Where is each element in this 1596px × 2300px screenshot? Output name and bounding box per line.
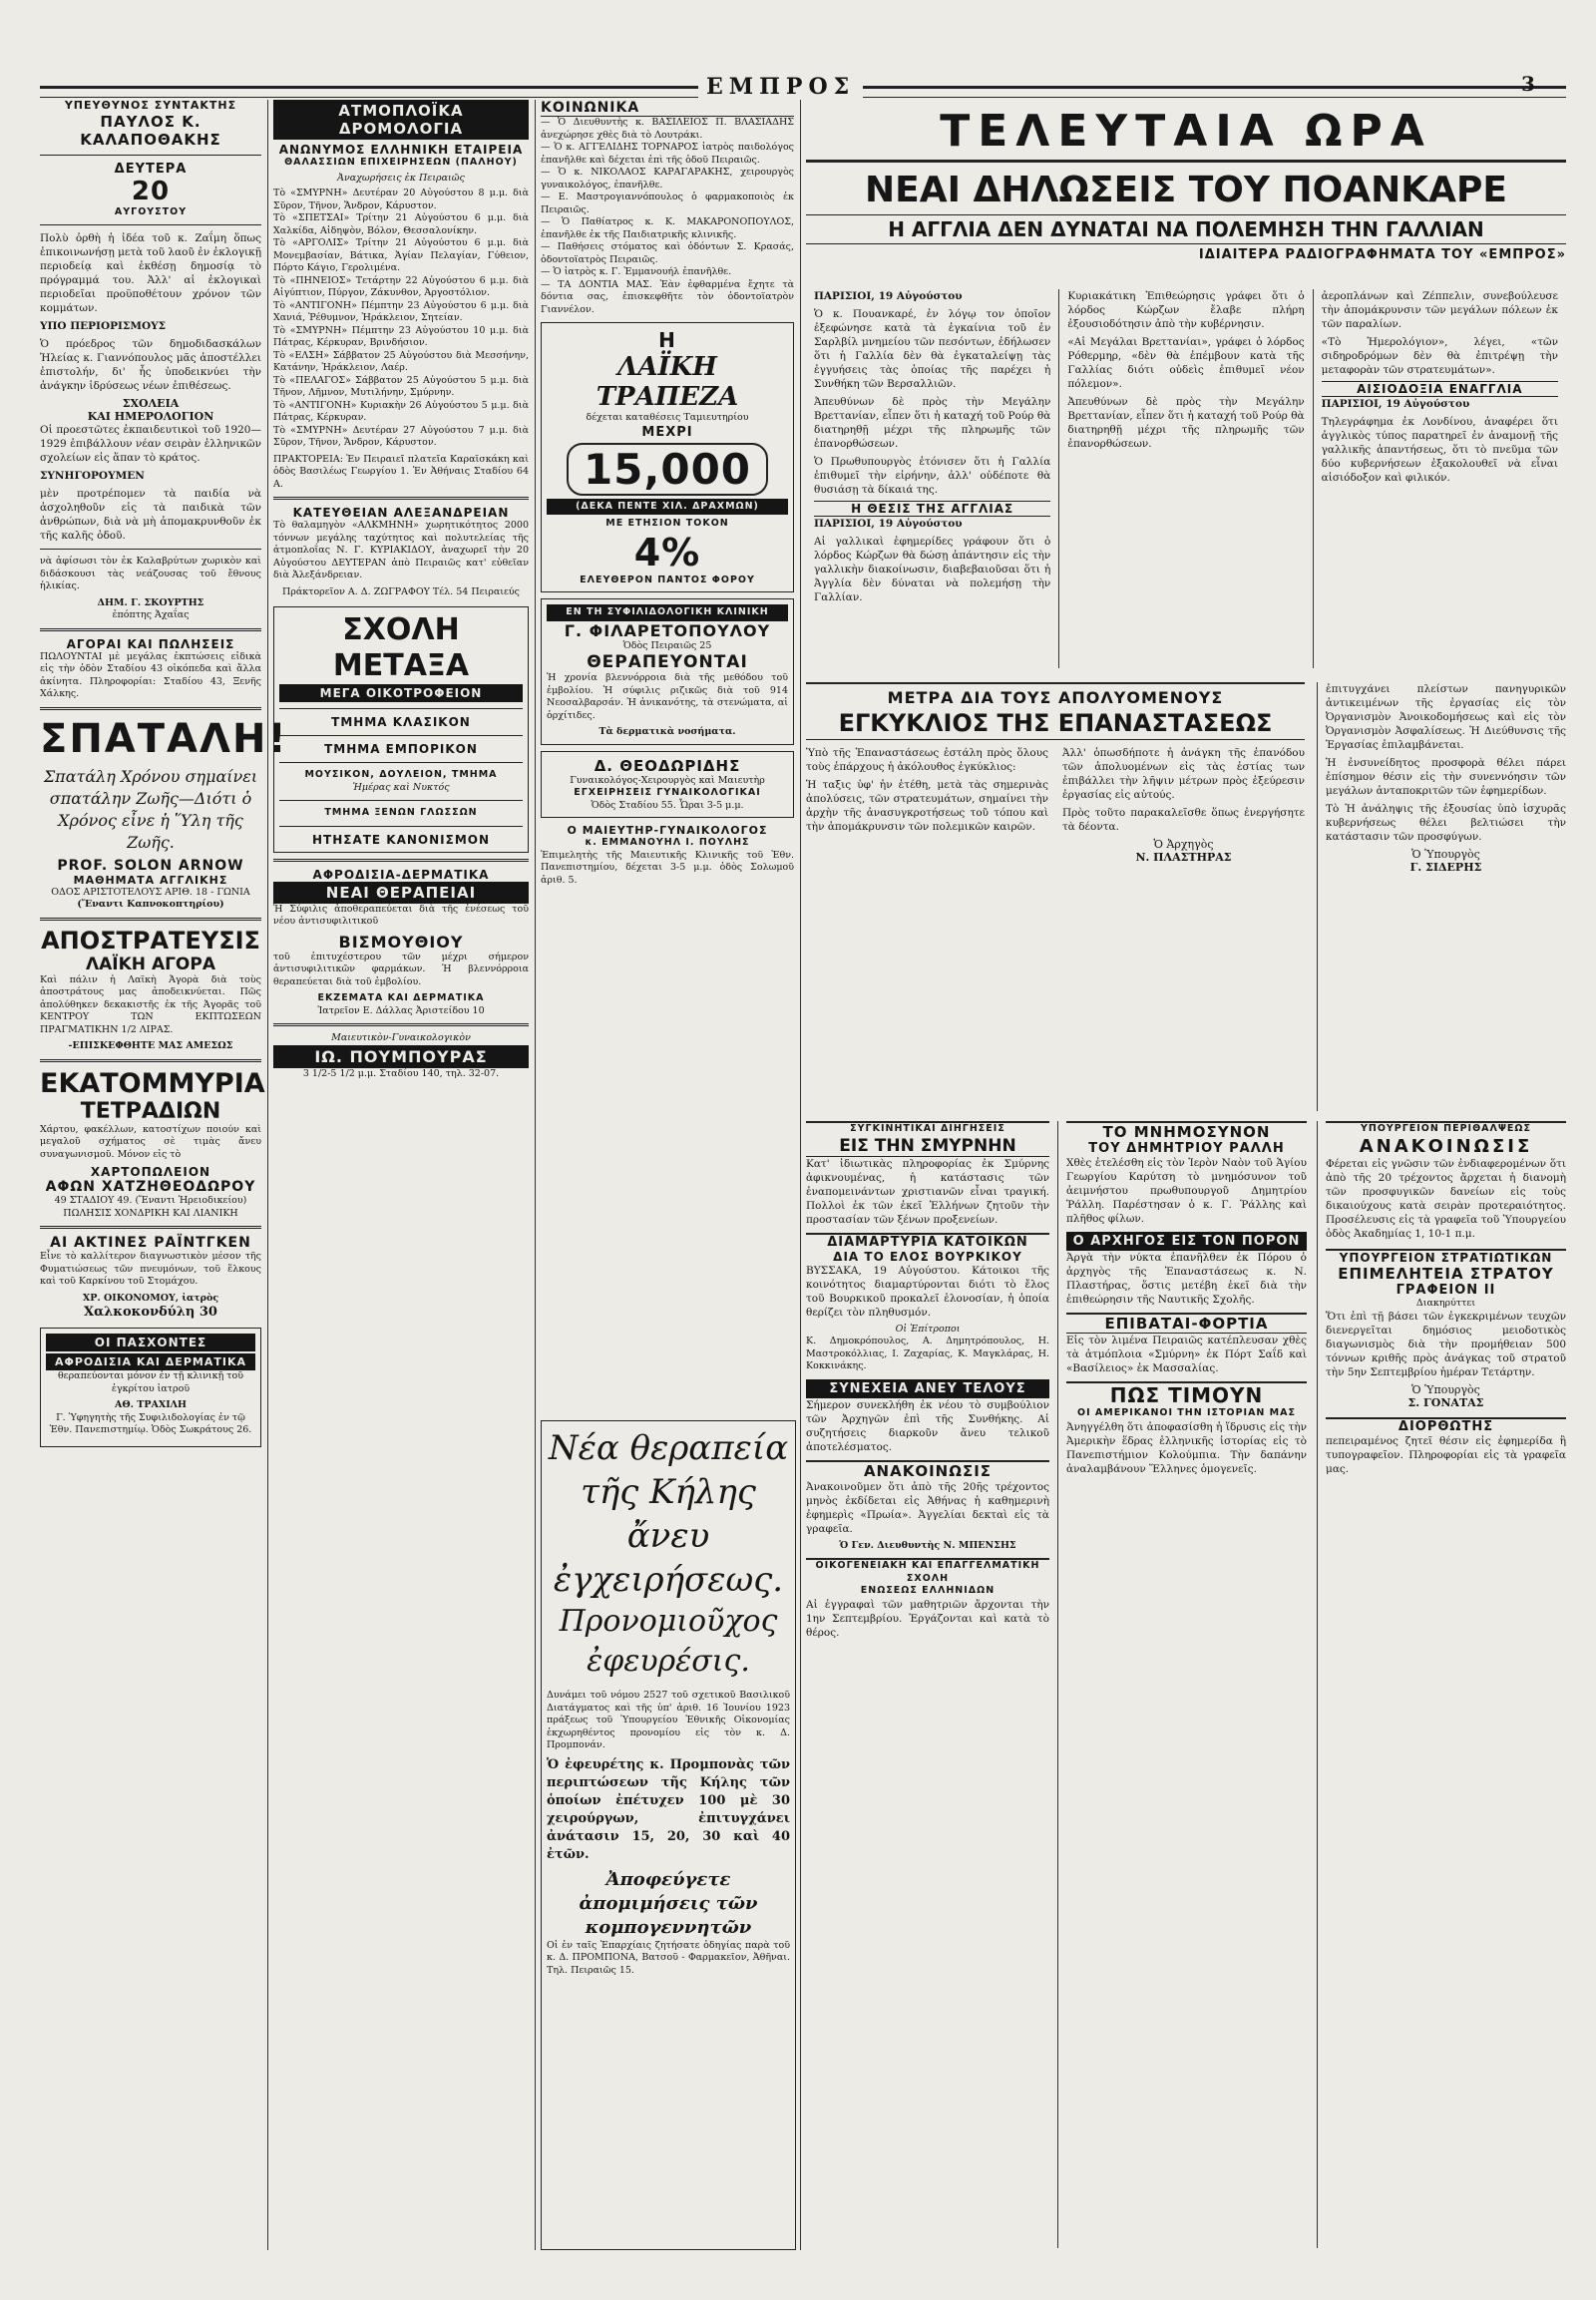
gyn-address: 3 1/2-5 1/2 μ.μ. Σταδίου 140, τηλ. 32-07. — [302, 1067, 500, 1079]
proofreader-heading: ΔΙΟΡΘΩΤΗΣ — [1326, 1417, 1566, 1434]
clinic-ad-heading: ΟΙ ΠΑΣΧΟΝΤΕΣ — [46, 1334, 255, 1351]
banner-headline: ΝΕΑΙ ΔΗΛΩΣΕΙΣ ΤΟΥ ΠΟΑΝΚΑΡΕ — [865, 170, 1507, 210]
oik-body: Αἱ ἐγγραφαὶ τῶν μαθητριῶν ἄρχονται τὴν 1ην Σεπτεμβρίου. Ἐργάζονται καὶ κατὰ τὸ θέρος. — [806, 1598, 1049, 1639]
mnem-heading: ΤΟ ΜΝΗΜΟΣΥΝΟΝ — [1066, 1121, 1307, 1141]
filar-address: Ὁδὸς Πειραιῶς 25 — [622, 639, 712, 651]
bank-amount: 15,000 — [567, 443, 768, 496]
oik-heading: ΟΙΚΟΓΕΝΕΙΑΚΗ ΚΑΙ ΕΠΑΓΓΕΛΜΑΤΙΚΗ ΣΧΟΛΗ — [806, 1558, 1049, 1585]
xray-address: Χαλκοκονδύλη 30 — [84, 1305, 217, 1320]
bank-article: Η — [658, 328, 676, 352]
lead-para-1: Ὁ κ. Πουανκαρέ, ἐν λόγῳ τον ὁποῖον ἐξεφώνησε κατὰ τὰ ἐγκαίνια τοῦ ἐν Σαρλβίλ μνημείου τῶν πεσόντων, ἐδήλωσεν ὅτι ἡ Γαλλία δὲν θὰ ἐγκαταλείψῃ τὰς ἐγγυήσεις τὰς ὁποίας τῆς παρέχει ἡ Συνθήκη τῶν Βερσαλλιῶν. — [814, 308, 1051, 390]
ref-sig-1: Ὁ Ὑπουργὸς — [1411, 848, 1480, 861]
military-body: Ὅτι ἐπὶ τῇ βάσει τῶν ἐγκεκριμένων τευχῶν διενεργεῖται δημόσιος μειοδοτικὸς διαγωνισμὸς διὰ τὴν προμήθειαν 500 τόννων κριθῆς πρὸς ἀνάγκας τοῦ στρατοῦ τὴν 5ην Σεπτεμβρίου ἡμέραν Τετάρτην. — [1326, 1311, 1566, 1378]
epib-heading: ΕΠΙΒΑΤΑΙ-ΦΟΡΤΙΑ — [1066, 1313, 1307, 1334]
notebooks-body: Χάρτου, φακέλλων, κατοστίχων ποιούν καὶ μεγαλοῦ σχήματος σὲ τιμὰς ἄνευ συναγωνισμοῦ. Μόνον εἰς τὸ — [40, 1123, 261, 1160]
hernia-ad-emphasis: Ὁ ἐφευρέτης κ. Προμπονὰς τῶν περιπτώσεων τῆς Κήλης τῶν ὁποίων ἐπέτυχεν 100 μὲ 30 χειρούργων, ἐπιτυγχάνει ἀνάτασιν 15, 20, 30 καὶ 40 ἐτῶν. — [547, 1756, 790, 1862]
obstet-heading: Ο ΜΑΙΕΥΤΗΡ-ΓΥΝΑΙΚΟΛΟΓΟΣ — [567, 824, 768, 837]
date-number: 20 — [131, 176, 171, 206]
lead-right-para-1: ἀεροπλάνων καὶ Ζέππελιν, συνεβούλευσε τὴν ἀπομάκρυνσιν τῶν μεγάλων πόλεων ἐκ τῶν παραλίων. — [1321, 290, 1558, 330]
lead-col-3 — [1313, 289, 1566, 668]
measures-para-2: Ἡ ταξις ὑφ' ἡν ἐτέθη, μετὰ τὰς σημερινὰς ἀπολύσεις, τῶν στρατευμάτων, σημαίνει τὴν ἀρχὴν τῆς ἀνασυγκροτήσεως τοῦ τόπου καὶ τὴν ἀπομάκρυνσιν τῶν πολεμικῶν καιρῶν. — [806, 779, 1048, 833]
bank-amount-words: (ΔΕΚΑ ΠΕΝΤΕ ΧΙΛ. ΔΡΑΧΜΩΝ) — [547, 499, 788, 516]
derm-subheading: ΝΕΑΙ ΘΕΡΑΠΕΙΑΙ — [273, 882, 529, 904]
lead-subhead: Η ΘΕΣΙΣ ΤΗΣ ΑΓΓΛΙΑΣ — [814, 501, 1050, 517]
measures-sig-1: Ὁ Ἀρχηγὸς — [1153, 838, 1214, 851]
clinic-ad-address: Γ. Ὑφηγητὴς τῆς Συφιλιδολογίας ἐν τῷ Ἐθν. Πανεπιστημίῳ. Ὁδὸς Σωκράτους 26. — [49, 1411, 252, 1435]
column-rule — [800, 100, 801, 2250]
hernia-ad-body: Δυνάμει τοῦ νόμου 2527 τοῦ σχετικοῦ Βασιλικοῦ Διατάγματος καὶ τῆς ὑπ' ἀριθ. 16 Ἰουνίου 1923 πράξεως τοῦ Ὑπουργείου Ἐθνικῆς Οἰκονομίας ἐκχωρηθέντος προνομίου εἰς τὸν κ. Δ. Προμπονάν. — [547, 1690, 790, 1750]
theod-name: Δ. ΘΕΟΔΩΡΙΔΗΣ — [594, 756, 741, 775]
measures-right-text: ἐπιτυγχάνει πλείστων πανηγυρικῶν ἀντικειμένων τῆς ἐργασίας εἰς τὸν Ὀργανισμὸν Ἀνοικοδομήσεως καὶ εἰς τὸν Ὀργανισμὸν Ἀσφαλίσεως. Ἡ Διεύθυνσις τῆς Ἐργασίας ἐπιλαμβάνεται. — [1326, 683, 1566, 751]
vourk-body: ΒΥΣΣΑΚΑ, 19 Αὐγούστου. Κάτοικοι τῆς κοινότητος διαμαρτύρονται διότι τὸ ἔλος τοῦ Βουρκικοῦ προκαλεῖ ἑλονοσίαν, ἡ ὁποία θερίζει τὸν πληθυσμόν. — [806, 1264, 1049, 1319]
ref-sig-2: Γ. ΣΙΔΕΡΗΣ — [1409, 861, 1482, 874]
military-ministry: ΥΠΟΥΡΓΕΙΟΝ ΣΤΡΑΤΙΩΤΙΚΩΝ — [1326, 1249, 1566, 1265]
banner-sub: ΙΔΙΑΙΤΕΡΑ ΡΑΔΙΟΓΡΑΦΗΜΑΤΑ ΤΟΥ «ΕΜΠΡΟΣ» — [1198, 247, 1566, 262]
lead-mid-para-1: Κυριακάτικη Ἐπιθεώρησις γράφει ὅτι ὁ λόρδος Κώρζων ἔλαβε πλήρη ἐξουσιοδότησιν ἀπὸ τὴν κυβέρνησιν. — [1067, 290, 1305, 330]
column-1 — [40, 99, 288, 2250]
shipping-company-sub: ΘΑΛΑΣΣΙΩΝ ΕΠΙΧΕΙΡΗΣΕΩΝ (ΠΑΛΗΟΥ) — [284, 157, 518, 168]
alexandria-heading: ΚΑΤΕΥΘΕΙΑΝ ΑΛΕΞΑΝΔΡΕΙΑΝ — [292, 506, 510, 520]
lead-right-para-2: «Τὸ Ἡμερολόγιον», λέγει, «τῶν σιδηροδρόμων δὲν θὰ ἐπιτρέψῃ τὴν μεταφορὰν τῶν στρατευμάτων». — [1321, 336, 1558, 376]
demob-body: Καὶ πάλιν ἡ Λαϊκὴ Ἀγορὰ διὰ τοὺς ἀποστράτους μας ἀποδεικνύεται. Πῶς ἀπολύθηκεν δεκακιστῆς ἐκ τῆς Ἀγορᾶς τοῦ ΚΕΝΤΡΟΥ ΤΩΝ ΕΚΠΤΩΣΕΩΝ ΠΡΑΓΜΑΤΙΚΗΝ 1/2 ΛΙΡΑΣ. — [40, 973, 261, 1035]
social-heading: ΚΟΙΝΩΝΙΚΑ — [541, 100, 794, 117]
ref-para-2: Τὸ Ἡ ἀνάληψις τῆς ἐξουσίας ὑπὸ ἰσχυρᾶς κυβερνήσεως θέλει βελτιώσει τὴν κατάστασιν τῶν προσφύγων. — [1326, 803, 1566, 843]
military-subheading: ΕΠΙΜΕΛΗΤΕΙΑ ΣΤΡΑΤΟΥ — [1338, 1264, 1554, 1283]
lead-para-3: Ὁ Πρωθυπουργὸς ἐτόνισεν ὅτι ἡ Γαλλία ἐπιθυμεῖ τὴν εἰρήνην, ἀλλ' οὐδέποτε θὰ θυσιάσῃ τὰ δίκαιά της. — [814, 456, 1051, 496]
obstet-name: κ. ΕΜΜΑΝΟΥΗΛ Ι. ΠΟΥΛΗΣ — [585, 837, 750, 848]
filar-cure: ΘΕΡΑΠΕΥΟΝΤΑΙ — [587, 652, 748, 672]
school-section-commercial: ΤΜΗΜΑ ΕΜΠΟΡΙΚΟΝ — [324, 742, 478, 756]
departures-label: Ἀναχωρήσεις ἐκ Πειραιῶς — [337, 172, 465, 184]
schools-body: Οἱ προεστῶτες ἐκπαιδευτικοὶ τοῦ 1920—1929 ἐπιβάλλουν νέαν σειρὰν ἑλληνικῶν σχολείων εἰς ἅπαν τὸ κράτος. — [40, 424, 261, 464]
notice-signature-title: ἐπόπτης Ἀχαΐας — [112, 609, 190, 620]
shipping-heading: ΑΤΜΟΠΛΟΪΚΑ ΔΡΟΜΟΛΟΓΙΑ — [273, 100, 529, 140]
page-number: 3 — [1521, 72, 1535, 96]
column-5-lower — [1057, 1121, 1307, 2248]
clinic-ad-box — [40, 1328, 261, 1447]
hernia-ad — [541, 1420, 796, 2250]
optimism-heading: ΑΙΣΙΟΔΟΞΙΑ ΕΝΑΓΓΛΙΑ — [1322, 381, 1558, 397]
synex-heading: ΣΥΝΕΧΕΙΑ ΑΝΕΥ ΤΕΛΟΥΣ — [806, 1379, 1049, 1398]
social-body: — Ὁ Διευθυντὴς κ. ΒΑΣΙΛΕΙΟΣ Π. ΒΛΑΣΙΑΔΗΣ ἀνεχώρησε χθὲς διὰ τὸ Λουτράκι. — Ὁ κ. ΑΓΓΕΛΙΔΗΣ ΤΟΡΝΑΡΟΣ ἰατρὸς παιδολόγος ἐπανῆλθε καὶ δέχεται ἐπὶ τῆς ὁδοῦ Πειραιῶς. — Ὁ κ. ΝΙΚΟΛΑΟΣ ΚΑΡΑΓΑΡΑΚΗΣ, χειρουργὸς γυναικολόγος, ἐπανῆλθε. — Ε. Μαστρογιαννόπουλος ὁ φαρμακοποιὸς ἐκ Πειραιῶς. — Ὁ Παθίατρος κ. Κ. ΜΑΚΑΡΟΝΟΠΟΥΛΟΣ, ἐπανῆλθε ἐκ τῆς Παιδιατρικῆς κλινικῆς. — Παθήσεις στόματος καὶ ὀδόντων Σ. Κρασάς, ὀδοντοϊατρὸς Πειραιῶς. — Ὁ ἰατρὸς κ. Γ. Ἐμμανουήλ ἐπανῆλθε. — ΤΑ ΔΟΝΤΙΑ ΜΑΣ. Ἐὰν ἐφθαρμένα ἔχητε τὰ δόντια σας, ἐπισκεφθῆτε τὸν ὀδοντοϊατρὸν Γιαννέλον. — [541, 117, 794, 315]
theod-subtitle: Γυναικολόγος-Χειρουργὸς καὶ Μαιευτὴρ — [570, 774, 765, 786]
archig-body: Ἀργὰ τὴν νύκτα ἐπανῆλθεν ἐκ Πόρου ὁ ἀρχηγὸς τῆς Ἐπαναστάσεως κ. Ν. Πλαστήρας, ὅστις μετέβη ἐκεῖ διὰ τὴν ἐπιθεώρησιν τῆς Ναυτικῆς Σχολῆς. — [1066, 1252, 1307, 1306]
lead-dateline-1: ΠΑΡΙΣΙΟΙ, 19 Αὐγούστου — [814, 290, 963, 302]
notice-signature: ΔΗΜ. Γ. ΣΚΟΥΡΤΗΣ — [97, 596, 204, 608]
schools-subheading: ΚΑΙ ΗΜΕΡΟΛΟΓΙΟΝ — [87, 410, 214, 423]
month: ΑΥΓΟΥΣΤΟΥ — [114, 205, 188, 217]
editor-name: ΠΑΥΛΟΣ Κ. ΚΑΛΑΠΟΘΑΚΗΣ — [80, 112, 221, 149]
filar-body: Ἡ χρονία βλεννόρροια διὰ τῆς μεθόδου τοῦ ἐμβολίου. Ἡ σύφιλις ριζικῶς διὰ τοῦ 914 Νεοσαλβαρσάν. Ἡ ἀνικανότης, τὰ στενώματα, αἱ ὀρχίτιδες. — [547, 672, 788, 721]
bank-footer: ΕΛΕΥΘΕΡΟΝ ΠΑΝΤΟΣ ΦΟΡΟΥ — [580, 574, 755, 585]
clinic-ad-subheading: ΑΦΡΟΔΙΣΙΑ ΚΑΙ ΔΕΡΜΑΤΙΚΑ — [46, 1353, 255, 1370]
demob-heading: ΑΠΟΣΤΡΑΤΕΥΣΙΣ — [41, 926, 260, 955]
vourk-signatories: Κ. Δημοκρόπουλος, Α. Δημητρόπουλος, Η. Μαστροκόλλιας, Ι. Ζαχαρίας, Κ. Μαγκλάρας, Η. Κοκκινάκης. — [806, 1336, 1049, 1371]
refugee-ministry: ΥΠΟΥΡΓΕΙΟΝ ΠΕΡΙΘΑΛΨΕΩΣ — [1326, 1121, 1566, 1136]
school-section-languages: ΤΜΗΜΑ ΞΕΝΩΝ ΓΛΩΣΣΩΝ — [324, 807, 478, 818]
hernia-ad-footer: Οἱ ἐν ταῖς Ἐπαρχίαις ζητήσατε ὁδηγίας παρὰ τοῦ κ. Δ. ΠΡΟΜΠΟΝΑ, Βατσοῦ - Φαρμακεῖον, Ἀθῆναι. Τηλ. Πειραιῶς 15. — [547, 1939, 790, 1976]
ref-para-1: Ἡ ἐνσυνείδητος προσφορὰ θέλει πάρει ἐπίσημον θέσιν εἰς τὴν συνεννόησιν τῶν μεγάλων ἀνταποκριτῶν τῶν ἐφημερίδων. — [1326, 757, 1566, 797]
timon-body: Ἀνηγγέλθη ὅτι ἀποφασίσθη ἡ ἵδρυσις εἰς τὴν Ἀμερικὴν ἕδρας ἑλληνικῆς ἱστορίας εἰς τὸ Πανεπιστήμιον Κολούμπια. Τὴν δαπάνην ἀναλαμβάνουν Ἕλληνες ὁμογενεῖς. — [1066, 1420, 1307, 1475]
measures-kicker: ΜΕΤΡΑ ΔΙΑ ΤΟΥΣ ΑΠΟΛΥΟΜΕΝΟΥΣ — [887, 688, 1224, 707]
anak-signature: Ὁ Γεν. Διευθυντὴς Ν. ΜΠΕΝΣΗΣ — [839, 1539, 1016, 1551]
school-hours: Ἡμέρας καὶ Νυκτός — [352, 781, 450, 793]
theodoridis-ad — [541, 751, 794, 819]
bank-name: ΛΑΪΚΗ ΤΡΑΠΕΖΑ — [596, 352, 739, 412]
filar-footer: Τὰ δερματικὰ νοσήματα. — [598, 726, 736, 737]
paper-shop-note: ΠΩΛΗΣΙΣ ΧΟΝΔΡΙΚΗ ΚΑΙ ΛΙΑΝΙΚΗ — [63, 1207, 238, 1219]
derm-drug: ΒΙΣΜΟΥΘΙΟΥ — [338, 932, 464, 952]
column-rule — [267, 100, 268, 2250]
paper-shop-name: ΑΦΩΝ ΧΑΤΖΗΘΕΟΔΩΡΟΥ — [45, 1179, 256, 1195]
smyrna-body: Κατ' ἰδιωτικὰς πληροφορίας ἐκ Σμύρνης ἀφικνουμένας, ἡ κατάστασις τῶν ἐναπομεινάντων χριστιανῶν εἶναι τραγική. Πολλοὶ ἐκ τῶν ἐκεῖ Ἑλλήνων ζητοῦν τὴν προστασίαν τῶν ξένων προξενείων. — [806, 1157, 1049, 1226]
measures-sig-2: Ν. ΠΛΑΣΤΗΡΑΣ — [1135, 851, 1232, 864]
editorial-body: Πολὺ ὀρθὴ ἡ ἰδέα τοῦ κ. Ζαΐμη ὅπως ἐπικοινωνήσῃ μετὰ τοῦ λαοῦ ἐν ἐκλογικῇ περιοδείᾳ καὶ ἐκθέσῃ δημοσίᾳ τὸ πρόγραμμά του. Ἀλλ' αἱ ἐκλογικαὶ περιοδεῖαι προϋποθέτουν χρόνον τῶν κομμάτων. — [40, 232, 261, 314]
filar-heading: ΕΝ ΤΗ ΣΥΦΙΛΙΔΟΛΟΓΙΚΗ ΚΛΙΝΙΚΗ — [547, 604, 788, 621]
masthead-title: ΕΜΠΡΟΣ — [698, 74, 863, 100]
derm-clinic: ΕΚΖΕΜΑΤΑ ΚΑΙ ΔΕΡΜΑΤΙΚΑ — [317, 992, 485, 1003]
lead-dateline-3: ΠΑΡΙΣΙΟΙ, 19 Αὐγούστου — [1321, 398, 1470, 410]
shipping-company: ΑΝΩΝΥΜΟΣ ΕΛΛΗΝΙΚΗ ΕΤΑΙΡΕΙΑ — [278, 143, 524, 157]
synex-body: Σήμερον συνεκλήθη ἐκ νέου τὸ συμβούλιον τῶν Ἀρχηγῶν ἐπὶ τῆς Συνθήκης. Αἱ συζητήσεις διαρκοῦν ἄνευ τελικοῦ ἀποτελέσματος. — [806, 1398, 1049, 1453]
hernia-ad-line-1: Νέα θεραπεία τῆς Κήλης — [548, 1428, 789, 1512]
lead-mid-para-2: «Αἱ Μεγάλαι Βρεττανίαι», γράφει ὁ λόρδος Ρόθερμηρ, «δὲν θὰ ἐπέμβουν κατὰ τῆς Γαλλίας διότι οὐδεὶς ἐπιθυμεῖ νέον πόλεμον». — [1067, 336, 1305, 390]
bank-ad-box — [541, 322, 794, 592]
spatali-headline: ΣΠΑΤΑΛΗ! — [40, 715, 288, 762]
xray-body: Εἶνε τὸ καλλίτερον διαγνωστικὸν μέσον τῆς Φυματιώσεως τῶν πνευμόνων, τοῦ ἕλκους καὶ τοῦ Καρκίνου τοῦ Στομάχου. — [40, 1251, 261, 1287]
weekday: ΔΕΥΤΕΡΑ — [114, 161, 188, 177]
mnem-subheading: ΤΟΥ ΔΗΜΗΤΡΙΟΥ ΡΑΛΛΗ — [1088, 1141, 1285, 1156]
banner-title: ΤΕΛΕΥΤΑΙΑ ΩΡΑ — [806, 104, 1566, 163]
smyrna-headline: ΕΙΣ ΤΗΝ ΣΜΥΡΝΗΝ — [806, 1136, 1049, 1157]
filar-name: Γ. ΦΙΛΑΡΕΤΟΠΟΥΛΟΥ — [564, 620, 771, 640]
timon-heading: ΠΩΣ ΤΙΜΟΥΝ — [1066, 1381, 1307, 1407]
school-name: ΣΧΟΛΗ ΜΕΤΑΞΑ — [332, 612, 470, 683]
advocate-body: μὲν προτρέπομεν τὰ παιδία νὰ ἀσχοληθοῦν εἰς τὰ παιδικὰ τῶν ἀνθρώπων, διὰ νὰ μὴ ἀπομακρυνθοῦν ἐκ τῆς καλῆς ὁδοῦ. — [40, 488, 261, 542]
prof-address-note: (Ἔναντι Καπνοκοπτηρίου) — [77, 899, 224, 910]
bank-rate: 4% — [633, 530, 701, 575]
lead-col-1 — [806, 289, 1058, 668]
alexandria-agent: Πράκτορεῖον Α. Δ. ΖΩΓΡΑΦΟΥ Τέλ. 54 Πειραιεύς — [281, 585, 521, 597]
column-6-lower — [1317, 1121, 1566, 2248]
editorial-byline: ΥΠΟ ΠΕΡΙΟΡΙΣΜΟΥΣ — [40, 320, 167, 332]
shipping-agency: ΠΡΑΚΤΟΡΕΙΑ: Ἐν Πειραιεῖ πλατεῖα Καραϊσκάκη καὶ ὁδὸς Βασιλέως Γεωργίου 1. Ἐν Ἀθήναις Σταδίου 64 Α. — [273, 453, 529, 490]
lead-para-4: Αἱ γαλλικαὶ ἐφημερίδες γράφουν ὅτι ὁ λόρδος Κώρζων θὰ δώσῃ ἀπάντησιν εἰς τὴν γαλλικὴν διακοίνωσιν, διαβεβαιοῦσαι ὅτι ἡ Ἀγγλία δὲν δύναται νὰ πολεμήσῃ τὴν Γαλλίαν. — [814, 536, 1051, 603]
theod-address: Ὁδὸς Σταδίου 55. Ὧραι 3-5 μ.μ. — [591, 799, 744, 811]
military-sig-1: Ὁ Ὑπουργὸς — [1411, 1383, 1480, 1396]
hernia-ad-line-3: Προνομιοῦχος ἐφευρέσις. — [559, 1604, 778, 1679]
derm-heading: ΑΦΡΟΔΙΣΙΑ-ΔΕΡΜΑΤΙΚΑ — [312, 867, 490, 882]
mnem-body: Χθὲς ἐτελέσθη εἰς τὸν Ἱερὸν Ναὸν τοῦ Ἁγίου Γεωργίου Καρύτση τὸ μνημόσυνον τοῦ ἀειμνήστου πρωθυπουργοῦ Δημητρίου Ῥάλλη. Παρέστησαν ὁ κ. Γ. Ῥάλλης καὶ πλῆθος φίλων. — [1066, 1157, 1307, 1225]
anak-body: Ἀνακοινοῦμεν ὅτι ἀπὸ τῆς 20ῆς τρέχοντος μηνὸς ἐκδίδεται εἰς Ἀθήνας ἡ καθημερινὴ ἐφημερὶς «Πρωία». Ἀγγελίαι δεκταὶ εἰς τὰ γραφεῖα. — [806, 1480, 1049, 1535]
measures-headline: ΕΓΚΥΚΛΙΟΣ ΤΗΣ ΕΠΑΝΑΣΤΑΣΕΩΣ — [806, 707, 1305, 740]
measures-para-3: Ἀλλ' ὁπωσδήποτε ἡ ἀνάγκη τῆς ἐπανόδου τῶν ἀπολυομένων εἰς τὰς ἐστίας των ἐπιβάλλει τὴν λῆψιν μέτρων πρὸς ἐξεύρεσιν ἐργασίας εἰς αὐτούς. — [1062, 747, 1305, 801]
prof-name: PROF. SOLON ARNOW — [57, 857, 244, 874]
schools-heading: ΣΧΟΛΕΙΑ — [122, 397, 180, 410]
notebooks-subheadline: ΤΕΤΡΑΔΙΩΝ — [80, 1098, 221, 1124]
measures-right-col — [1317, 682, 1566, 1111]
lead-col-2 — [1058, 289, 1312, 668]
hernia-ad-warning: Ἀποφεύγετε ἀπομιμήσεις τῶν κομπογεννητῶν — [579, 1868, 758, 1938]
military-sig-2: Σ. ΓΟΝΑΤΑΣ — [1407, 1396, 1484, 1409]
clinic-ad-doctor: ΑΘ. ΤΡΑΧΙΛΗ — [114, 1399, 187, 1410]
column-3 — [541, 100, 794, 1402]
refugee-body: Φέρεται εἰς γνῶσιν τῶν ἐνδιαφερομένων ὅτι ἀπὸ τῆς 20 τρέχοντος ἄρχεται ἡ διανομὴ τῶν προσφυγικῶν δανείων εἰς τοὺς δικαιούχους κατὰ σειρὰν προτεραιότητος. Προσέλευσις εἰς τὰ γραφεῖα τοῦ Ὑπουργείου ὁδὸς Ἀκαδημίας 1, 10-1 π.μ. — [1326, 1157, 1566, 1240]
oik-subheading: ΕΝΩΣΕΩΣ ΕΛΛΗΝΙΔΩΝ — [860, 1585, 996, 1596]
vourk-heading: ΔΙΑΜΑΡΤΥΡΙΑ ΚΑΤΟΙΚΩΝ — [806, 1233, 1049, 1250]
bank-subtitle: δέχεται καταθέσεις Ταμιευτηρίου — [586, 412, 749, 423]
editor-label: ΥΠΕΥΘΥΝΟΣ ΣΥΝΤΑΚΤΗΣ — [64, 99, 237, 112]
market-body: ΠΩΛΟΥΝΤΑΙ μὲ μεγάλας ἐκπτώσεις εἰδικὰ εἰς τὴν ὁδὸν Σταδίου 43 οἰκόπεδα καὶ ἄλλα ἀκίνητα. Πληροφορίαι: Σταδίου 43, Ξενῆς Χάλκης. — [40, 650, 261, 699]
paper-shop-heading: ΧΑΡΤΟΠΩΛΕΙΟΝ — [90, 1165, 211, 1179]
measures-para-4: Πρὸς τοῦτο παρακαλεῖσθε ὅπως ἐνεργήσητε τὰ δέοντα. — [1062, 807, 1305, 833]
school-section-music: ΜΟΥΣΙΚΟΝ, ΔΟΥΛΕΙΟΝ, ΤΜΗΜΑ — [304, 769, 498, 780]
editorial-body-2: Ὁ πρόεδρος τῶν δημοδιδασκάλων Ἠλείας κ. Γιαννόπουλος μᾶς ἀποστέλλει ἐπιστολήν, δι' ἧς ὑποδεικνύει τὴν ἀνάγκην ἱδρύσεως νέων ἐπιθέσεως. — [40, 338, 261, 392]
market-heading: ΑΓΟΡΑΙ ΚΑΙ ΠΩΛΗΣΕΙΣ — [66, 636, 235, 651]
spatali-text: Σπατάλη Χρόνου σημαίνει σπατάλην Ζωῆς—Διότι ὁ Χρόνος εἶνε ἡ Ὕλη τῆς Ζωῆς. — [43, 766, 258, 852]
clinic-ad-filaretopoulou — [541, 598, 794, 745]
notebooks-headline: ΕΚΑΤΟΜΜΥΡΙΑ — [40, 1067, 265, 1099]
timon-subheading: ΟΙ ΑΜΕΡΙΚΑΝΟΙ ΤΗΝ ΙΣΤΟΡΙΑΝ ΜΑΣ — [1077, 1407, 1296, 1418]
xray-heading: ΑΙ ΑΚΤΙΝΕΣ ΡΑΪΝΤΓΚΕΝ — [50, 1235, 251, 1251]
vourk-sign-head: Οἱ Ἐπίτροποι — [895, 1323, 961, 1335]
measures-para-1: Ὑπὸ τῆς Ἐπαναστάσεως ἐστάλη πρὸς ὅλους τοὺς ἐπάρχους ἡ ἀκόλουθος ἐγκύκλιος: — [806, 747, 1048, 773]
banner-deck: Η ΑΓΓΛΙΑ ΔΕΝ ΔΥΝΑΤΑΙ ΝΑ ΠΟΛΕΜΗΣΗ ΤΗΝ ΓΑΛΛΙΑΝ — [806, 214, 1566, 244]
proofreader-body: πεπειραμένος ζητεῖ θέσιν εἰς ἐφημερίδα ἢ τυπογραφεῖον. Πληροφορίαι εἰς τὰ γραφεῖα μας. — [1326, 1435, 1566, 1475]
clinic-ad-body: θεραπεύονται μόνον ἐν τῇ κλινικῇ τοῦ ἐγκρίτου ἰατροῦ — [57, 1370, 244, 1394]
derm-body: Ἡ Σύφιλις ἀποθεραπεύεται διὰ τῆς ἐνέσεως τοῦ νέου ἀντισυφιλιτικοῦ — [273, 903, 529, 927]
column-2 — [273, 100, 529, 2250]
derm-body-2: τοῦ ἐπιτυχέστερου τῶν μέχρι σήμερον ἀντισυφιλιτικῶν φαρμάκων. Ἡ βλεννόρροια θεραπεύεται διὰ τοῦ ἐμβολίου. — [273, 951, 529, 987]
anak-heading: ΑΝΑΚΟΙΝΩΣΙΣ — [806, 1460, 1049, 1480]
gyn-name: ΙΩ. ΠΟΥΜΠΟΥΡΑΣ — [273, 1045, 529, 1068]
bank-interest-label: ΜΕ ΕΤΗΣΙΟΝ ΤΟΚΟΝ — [605, 518, 729, 529]
refugee-announcement: ΑΝΑΚΟΙΝΩΣΙΣ — [1359, 1135, 1533, 1157]
epib-body: Εἰς τὸν λιμένα Πειραιῶς κατέπλευσαν χθὲς τὰ ἀτμόπλοια «Σμύρνη» ἐκ Πόρτ Σαΐδ καὶ «Βασίλειος» ἐκ Μασσαλίας. — [1066, 1335, 1307, 1374]
lead-mid-para-3: Ἀπευθύνων δὲ πρὸς τὴν Μεγάλην Βρεττανίαν, εἶπεν ὅτι ἡ καταχή τοῦ Ρούρ θὰ διατηρηθῇ μέχρι τῆς πληρωμῆς τῶν ἐπανορθώσεων. — [1067, 396, 1305, 450]
demob-subheading: ΛΑΪΚΗ ΑΓΟΡΑ — [85, 954, 215, 974]
lead-para-2: Ἀπευθύνων δὲ πρὸς τὴν Μεγάλην Βρεττανίαν, εἶπεν ὅτι ἡ καταχή τοῦ Ρούρ θὰ διατηρηθῇ μέχρι τῆς πληρωμῆς τῶν ἐπανορθώσεων. — [814, 396, 1051, 450]
lead-story — [806, 289, 1566, 668]
measures-article — [806, 682, 1305, 1113]
theod-body: ΕΓΧΕΙΡΗΣΕΙΣ ΓΥΝΑΙΚΟΛΟΓΙΚΑΙ — [574, 787, 761, 798]
derm-doctor: Ἰατρεῖον Ε. Δάλλας Ἀριστείδου 10 — [317, 1004, 485, 1016]
column-4-lower — [806, 1121, 1049, 2248]
paper-shop-address: 49 ΣΤΑΔΙΟΥ 49. (Ἔναντι Ἠρειοδικείου) — [54, 1195, 247, 1206]
prof-subtitle: ΜΑΘΗΜΑΤΑ ΑΓΓΛΙΚΗΣ — [73, 873, 228, 887]
lead-dateline-2: ΠΑΡΙΣΙΟΙ, 19 Αὐγούστου — [814, 518, 963, 530]
alexandria-body: Τὸ θαλαμηγὸν «ΑΛΚΜΗΝΗ» χωρητικότητος 2000 τόννων μεγάλης ταχύτητος καὶ πολυτελείας τῆς ἀτμοπλοΐας Ν. Γ. ΚΥΡΙΑΚΙΔΟΥ, ἀναχωρεῖ τὴν 20 Αὐγούστου ΔΕΥΤΕΡΑΝ ἀπὸ Πειραιῶς κατ' εὐθεῖαν διὰ Ἀλεξάνδρειαν. — [273, 520, 529, 580]
school-cta: ΗΤΗΣΑΤΕ ΚΑΝΟΝΙΣΜΟΝ — [311, 832, 491, 847]
bank-until: ΜΕΧΡΙ — [641, 424, 693, 440]
archig-heading: Ο ΑΡΧΗΓΟΣ ΕΙΣ ΤΟΝ ΠΟΡΟΝ — [1066, 1232, 1307, 1251]
smyrna-kicker: ΣΥΓΚΙΝΗΤΙΚΑΙ ΔΙΗΓΗΣΕΙΣ — [806, 1121, 1049, 1136]
lead-right-para-3: Τηλεγράφημα ἐκ Λονδίνου, ἀναφέρει ὅτι ἀγγλικὸς τύπος παρατηρεῖ ἐν ἀναμονῇ τῆς γαλλικῆς ἀπαντήσεως, ὅτι τὸ πνεῦμα τῶν δύο κυβερνήσεων ἐξακολουθεῖ νὰ εἶναι αἰσιόδοξον καὶ φιλικόν. — [1321, 416, 1558, 484]
school-ad-box — [273, 606, 529, 853]
hernia-ad-line-2: ἄνευ ἐγχειρήσεως. — [553, 1516, 784, 1600]
column-rule — [535, 100, 536, 2250]
obstet-body: Ἐπιμελητὴς τῆς Μαιευτικῆς Κλινικῆς τοῦ Ἐθν. Πανεπιστημίου, δέχεται 3-5 μ.μ. ὁδὸς Σολωμοῦ ἀριθ. 5. — [541, 849, 794, 886]
demob-footer: -ΕΠΙΣΚΕΦΘΗΤΕ ΜΑΣ ΑΜΕΣΩΣ — [68, 1040, 233, 1051]
school-section-classic: ΤΜΗΜΑ ΚΛΑΣΙΚΟΝ — [331, 715, 471, 729]
xray-doctor: ΧΡ. ΟΙΚΟΝΟΜΟΥ, ἰατρὸς — [82, 1292, 219, 1304]
prof-address: ΟΔΟΣ ΑΡΙΣΤΟΤΕΛΟΥΣ ΑΡΙΘ. 18 - ΓΩΝΙΑ — [51, 886, 250, 898]
military-announce: Διακηρύττει — [1415, 1297, 1476, 1309]
military-office: ΓΡΑΦΕΙΟΝ ΙΙ — [1396, 1282, 1496, 1298]
notice-body: νὰ ἀφίσωσι τὸν ἐκ Καλαβρύτων χωρικὸν καὶ διδάσκουσι τὰς νεάζουσας τοῦ ἔθνους ἡλικίας. — [40, 556, 261, 591]
late-news-banner — [806, 104, 1566, 262]
school-subtitle: ΜΕΓΑ ΟΙΚΟΤΡΟΦΕΙΟΝ — [279, 684, 523, 702]
advocate-heading: ΣΥΝΗΓΟΡΟΥΜΕΝ — [40, 470, 145, 482]
gyn-heading: Μαιευτικὸν-Γυναικολογικὸν — [331, 1032, 471, 1043]
vourk-subheading: ΔΙΑ ΤΟ ΕΛΟΣ ΒΟΥΡΚΙΚΟΥ — [833, 1249, 1022, 1264]
ship-schedule: Τὸ «ΣΜΥΡΝΗ» Δευτέραν 20 Αὐγούστου 8 μ.μ. διὰ Σῦρον, Τῆνον, Ἄνδρον, Κάρυστον. Τὸ «ΣΠΕΤΣΑΙ» Τρίτην 21 Αὐγούστου 6 μ.μ. διὰ Χαλκίδα, Αἰδηψὸν, Βόλον, Θεσσαλονίκην. Τὸ «ΑΡΓΟΛΙΣ» Τρίτην 21 Αὐγούστου 6 μ.μ. διὰ Μονεμβασίαν, Βάτικα, Ἁγίαν Πελαγίαν, Γύθειον, Πόρτο Κάγιο, Γερολιμένα. Τὸ «ΠΗΝΕΙΟΣ» Τετάρτην 22 Αὐγούστου 6 μ.μ. διὰ Αἰγύπτιον, Πύργον, Ζάκυνθον, Ἀργοστόλιον. Τὸ «ΑΝΤΙΓΟΝΗ» Πέμπτην 23 Αὐγούστου 6 μ.μ. διὰ Χανιά, Ῥέθυμνον, Ἡράκλειον, Σητείαν. Τὸ «ΣΜΥΡΝΗ» Πέμπτην 23 Αὐγούστου 10 μ.μ. διὰ Πάτρας, Κέρκυραν, Βρινδήσιον. Τὸ «ΕΛΣΗ» Σάββατον 25 Αὐγούστου διὰ Μεσσήνην, Κατάνην, Ἡράκλειον, Λαέρ. Τὸ «ΠΕΛΑΓΟΣ» Σάββατον 25 Αὐγούστου 5 μ.μ. διὰ Τῆνον, Λῆμνον, Μυτιλήνην, Σμύρνην. Τὸ «ΑΝΤΙΓΟΝΗ» Κυριακὴν 26 Αὐγούστου 5 μ.μ. διὰ Πάτρας, Κέρκυραν. Τὸ «ΣΜΥΡΝΗ» Δευτέραν 27 Αὐγούστου 7 μ.μ. διὰ Σῦρον, Τῆνον, Ἄνδρον, Κάρυστον. — [273, 188, 529, 448]
